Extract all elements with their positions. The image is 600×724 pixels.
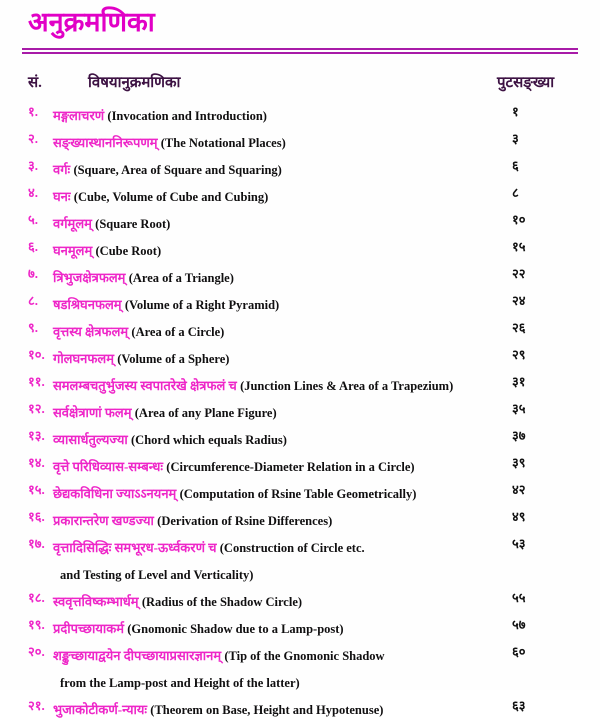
toc-row[interactable] bbox=[0, 640, 600, 694]
toc-entry-english: (Area of a Circle) bbox=[131, 325, 225, 339]
toc-entry-page-number: ३९ bbox=[512, 455, 526, 470]
toc-row[interactable] bbox=[0, 127, 600, 154]
toc-entry-text bbox=[53, 588, 483, 616]
toc-entry-index: १९. bbox=[28, 617, 45, 632]
toc-entry-sanskrit: वर्गमूलम् bbox=[53, 216, 92, 231]
toc-entry-english: (The Notational Places) bbox=[160, 136, 286, 150]
toc-entry-page-number: ५५ bbox=[512, 590, 526, 605]
toc-entry-page-number: ४२ bbox=[512, 482, 526, 497]
toc-row[interactable] bbox=[0, 424, 600, 451]
toc-entry-index: २१. bbox=[28, 698, 45, 713]
toc-entry-text bbox=[53, 129, 483, 157]
toc-entry-sanskrit: वर्गः bbox=[53, 162, 71, 177]
toc-row[interactable] bbox=[0, 316, 600, 343]
toc-entry-index: १३. bbox=[28, 428, 45, 443]
toc-entry-sanskrit: शङ्कुच्छायाद्वयेन दीपच्छायाप्रसारज्ञानम् bbox=[53, 648, 222, 663]
toc-entry-english: (Radius of the Shadow Circle) bbox=[141, 595, 303, 609]
toc-entry-sanskrit: व्यासार्धतुल्यज्या bbox=[53, 432, 128, 447]
toc-entry-text bbox=[53, 183, 483, 211]
toc-entry-page-number: ६ bbox=[512, 158, 519, 173]
toc-entry-sanskrit: समलम्बचतुर्भुजस्य स्वपातरेखे क्षेत्रफलं च bbox=[53, 378, 237, 393]
toc-entry-english: (Volume of a Right Pyramid) bbox=[124, 298, 280, 312]
toc-row[interactable] bbox=[0, 586, 600, 613]
toc-entry-sanskrit: छेद्यकविधिना ज्याऽऽनयनम् bbox=[53, 486, 177, 501]
toc-entry-sanskrit: वृत्ते परिधिव्यास-सम्बन्धः bbox=[53, 459, 164, 474]
toc-entry-page-number: ३ bbox=[512, 131, 519, 146]
toc-entry-text bbox=[53, 480, 483, 508]
toc-entry-page-number: ६० bbox=[512, 644, 526, 659]
toc-list bbox=[0, 100, 600, 721]
toc-entry-page-number: २९ bbox=[512, 347, 526, 362]
toc-entry-english: (Junction Lines & Area of a Trapezium) bbox=[240, 379, 454, 393]
toc-entry-text bbox=[53, 615, 483, 643]
toc-entry-page-number: ४९ bbox=[512, 509, 526, 524]
toc-entry-text bbox=[53, 399, 483, 427]
toc-entry-text bbox=[53, 102, 483, 130]
toc-entry-index: २०. bbox=[28, 644, 45, 659]
toc-entry-english: (Square Root) bbox=[95, 217, 171, 231]
column-headers bbox=[0, 72, 600, 96]
toc-entry-index: १६. bbox=[28, 509, 45, 524]
toc-row[interactable] bbox=[0, 181, 600, 208]
toc-entry-english: (Derivation of Rsine Differences) bbox=[157, 514, 333, 528]
toc-entry-index: ७. bbox=[28, 266, 39, 281]
toc-row[interactable] bbox=[0, 613, 600, 640]
toc-entry-index: १०. bbox=[28, 347, 45, 362]
toc-entry-index: १४. bbox=[28, 455, 45, 470]
toc-entry-sanskrit: प्रकारान्तरेण खण्डज्या bbox=[53, 513, 154, 528]
toc-entry-page-number: ६३ bbox=[512, 698, 526, 713]
toc-entry-index: १२. bbox=[28, 401, 45, 416]
toc-entry-index: ३. bbox=[28, 158, 39, 173]
toc-entry-sanskrit: भुजाकोटीकर्ण-न्यायः bbox=[53, 702, 148, 717]
toc-entry-english: (Cube, Volume of Cube and Cubing) bbox=[73, 190, 269, 204]
toc-entry-english: (Invocation and Introduction) bbox=[107, 109, 267, 123]
toc-entry-index: २. bbox=[28, 131, 39, 146]
toc-entry-sanskrit: सर्वक्षेत्राणां फलम् bbox=[53, 405, 132, 420]
toc-row[interactable] bbox=[0, 262, 600, 289]
toc-entry-page-number: ५३ bbox=[512, 536, 526, 551]
toc-entry-sanskrit: घनः bbox=[53, 189, 71, 204]
toc-entry-english: (Tip of the Gnomonic Shadow bbox=[224, 649, 385, 663]
toc-entry-text bbox=[53, 318, 483, 346]
toc-entry-text bbox=[53, 696, 483, 724]
toc-entry-text bbox=[53, 507, 483, 535]
toc-entry-text bbox=[53, 345, 483, 373]
toc-entry-index: १७. bbox=[28, 536, 45, 551]
toc-row[interactable] bbox=[0, 208, 600, 235]
toc-entry-text bbox=[53, 372, 483, 400]
toc-entry-page-number: २२ bbox=[512, 266, 526, 281]
toc-entry-english: (Theorem on Base, Height and Hypotenuse) bbox=[150, 703, 384, 717]
toc-entry-sanskrit: वृत्तादिसिद्धिः समभूरध-ऊर्ध्वकरणं च bbox=[53, 540, 217, 555]
toc-row[interactable] bbox=[0, 289, 600, 316]
toc-entry-sanskrit: गोलघनफलम् bbox=[53, 351, 115, 366]
toc-entry-sanskrit: त्रिभुजक्षेत्रफलम् bbox=[53, 270, 126, 285]
toc-entry-index: १८. bbox=[28, 590, 45, 605]
column-header-page: पुटसङ्ख्या bbox=[497, 75, 555, 91]
column-header-subject: विषयानुक्रमणिका bbox=[88, 75, 181, 91]
toc-row[interactable] bbox=[0, 451, 600, 478]
toc-entry-page-number: १५ bbox=[512, 239, 526, 254]
toc-entry-english: (Area of a Triangle) bbox=[128, 271, 234, 285]
toc-entry-english: (Gnomonic Shadow due to a Lamp-post) bbox=[127, 622, 344, 636]
toc-entry-index: ८. bbox=[28, 293, 39, 308]
toc-entry-page-number: ३७ bbox=[512, 428, 526, 443]
toc-entry-page-number: २६ bbox=[512, 320, 526, 335]
toc-entry-sanskrit: प्रदीपच्छायाकर्म bbox=[53, 621, 124, 636]
toc-row[interactable] bbox=[0, 694, 600, 721]
toc-entry-english: (Computation of Rsine Table Geometrically) bbox=[179, 487, 417, 501]
toc-entry-sanskrit: षडश्रिघनफलम् bbox=[53, 297, 122, 312]
toc-entry-sanskrit: सङ्ख्यास्थाननिरूपणम् bbox=[53, 135, 158, 150]
toc-row[interactable] bbox=[0, 100, 600, 127]
column-header-number: सं. bbox=[28, 75, 42, 91]
toc-entry-sanskrit: स्ववृत्तविष्कम्भार्धम् bbox=[53, 594, 139, 609]
toc-entry-sanskrit: वृत्तस्य क्षेत्रफलम् bbox=[53, 324, 129, 339]
toc-row[interactable] bbox=[0, 478, 600, 505]
toc-row[interactable] bbox=[0, 532, 600, 586]
divider-line-bottom bbox=[22, 52, 578, 54]
toc-entry-text bbox=[53, 156, 483, 184]
toc-entry-text bbox=[53, 237, 483, 265]
toc-entry-continuation: and Testing of Level and Verticality) bbox=[60, 568, 254, 582]
toc-entry-index: ६. bbox=[28, 239, 39, 254]
toc-entry-sanskrit: घनमूलम् bbox=[53, 243, 93, 258]
toc-row[interactable] bbox=[0, 397, 600, 424]
toc-entry-text bbox=[53, 534, 483, 589]
toc-entry-text bbox=[53, 264, 483, 292]
toc-entry-english: (Square, Area of Square and Squaring) bbox=[73, 163, 282, 177]
toc-entry-index: ५. bbox=[28, 212, 39, 227]
toc-row[interactable] bbox=[0, 154, 600, 181]
toc-entry-page-number: २४ bbox=[512, 293, 526, 308]
page-title: अनुक्रमणिका bbox=[28, 7, 155, 37]
toc-entry-text bbox=[53, 642, 483, 697]
toc-entry-index: १५. bbox=[28, 482, 45, 497]
toc-entry-page-number: १० bbox=[512, 212, 526, 227]
toc-entry-page-number: ३१ bbox=[512, 374, 526, 389]
toc-entry-english: (Volume of a Sphere) bbox=[117, 352, 230, 366]
toc-row[interactable] bbox=[0, 505, 600, 532]
toc-entry-english: (Construction of Circle etc. bbox=[219, 541, 365, 555]
toc-entry-text bbox=[53, 426, 483, 454]
toc-entry-page-number: ८ bbox=[512, 185, 519, 200]
toc-entry-english: (Area of any Plane Figure) bbox=[134, 406, 277, 420]
toc-entry-page-number: ३५ bbox=[512, 401, 526, 416]
toc-entry-english: (Circumference-Diameter Relation in a Circle) bbox=[166, 460, 415, 474]
toc-row[interactable] bbox=[0, 235, 600, 262]
toc-entry-index: १. bbox=[28, 104, 39, 119]
toc-entry-sanskrit: मङ्गलाचरणं bbox=[53, 108, 105, 123]
toc-entry-english: (Cube Root) bbox=[95, 244, 162, 258]
toc-entry-text bbox=[53, 210, 483, 238]
toc-entry-page-number: १ bbox=[512, 104, 519, 119]
toc-entry-text bbox=[53, 291, 483, 319]
toc-entry-english: (Chord which equals Radius) bbox=[131, 433, 287, 447]
toc-entry-text bbox=[53, 453, 483, 481]
toc-entry-index: ४. bbox=[28, 185, 39, 200]
toc-row[interactable] bbox=[0, 343, 600, 370]
toc-entry-index: ९. bbox=[28, 320, 39, 335]
toc-entry-index: ११. bbox=[28, 374, 45, 389]
toc-row[interactable] bbox=[0, 370, 600, 397]
toc-entry-page-number: ५७ bbox=[512, 617, 526, 632]
toc-entry-continuation: from the Lamp-post and Height of the latter) bbox=[60, 676, 300, 690]
header-divider bbox=[22, 48, 578, 54]
